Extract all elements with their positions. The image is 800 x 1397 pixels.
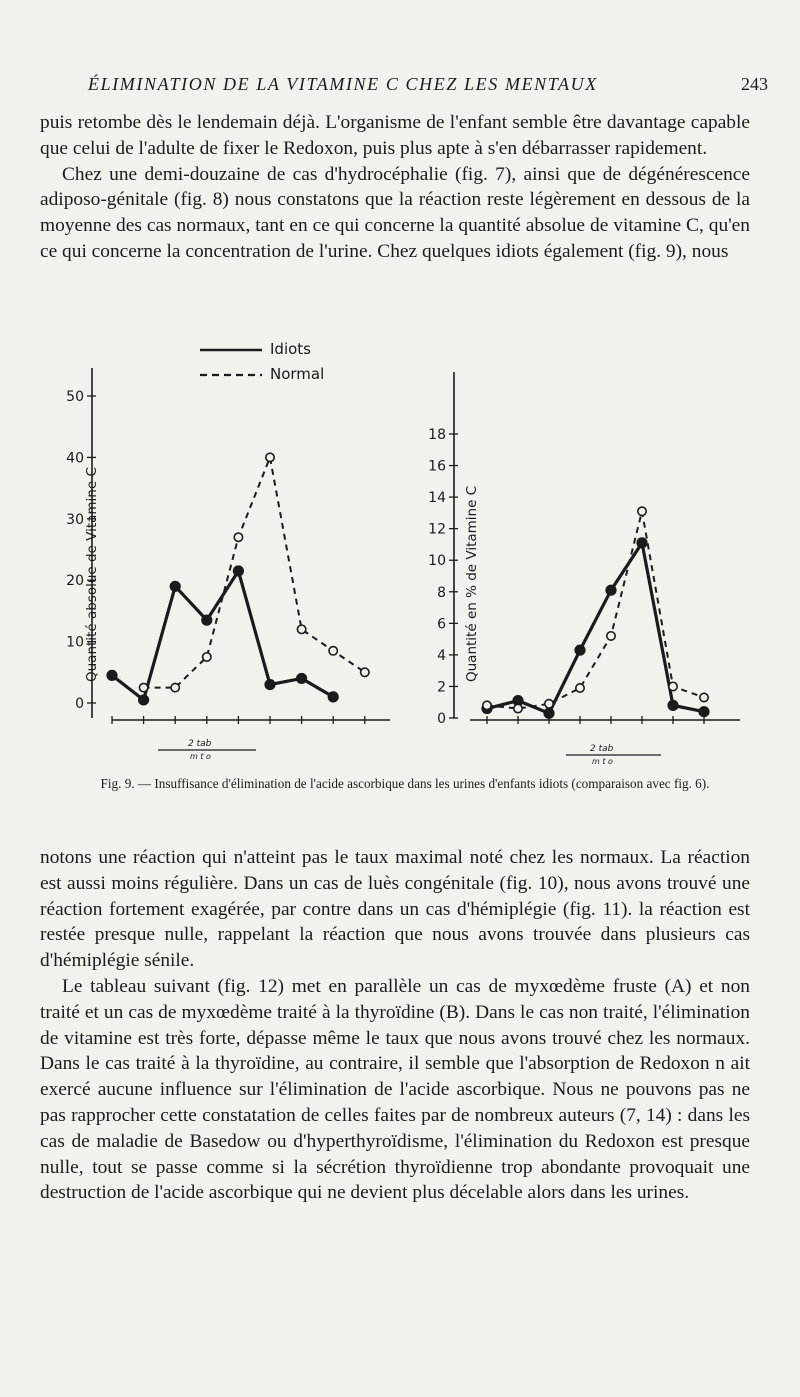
right-y-axis-label: Quantité en % de Vitamine C <box>464 485 480 682</box>
data-point-normal <box>669 682 677 690</box>
data-point-normal <box>329 647 337 655</box>
y-tick-label: 10 <box>66 634 84 651</box>
y-tick-label: 50 <box>66 389 84 405</box>
data-point-normal <box>234 533 242 541</box>
data-point-normal <box>576 684 584 692</box>
left-y-axis-label: Quantité absolue de Vitamine C <box>84 467 100 682</box>
y-tick-label: 0 <box>437 711 446 727</box>
data-point-idiots <box>575 645 585 655</box>
chart-left <box>66 368 390 761</box>
paragraph: Le tableau suivant (fig. 12) met en parallèle un cas de myxœdème fruste (A) et non traité et un cas de myxœdème traité à la thyroïdine (B). Dans le cas non traité, l'élimination de vitamine est très forte, dépasse même le taux que nous avons trouvé chez les normaux. Dans le cas traité à la thyroïdine, au contraire, il semble que l'absorption de Redoxon n ait exercé aucune influence sur l'élimination de l'acide ascorbique. Nous ne pouvons pas ne pas rapprocher cette constatation de celles faites par de nombreux auteurs (7, 14) : dans les cas de maladie de Basedow ou d'hyperthyroïdisme, l'élimination du Redoxon est presque nulle, tout se passe comme si la sécrétion thyroïdienne trop abondante provoquait une destruction de l'acide ascorbique qui ne devient plus décelable alors dans les urines. <box>40 975 750 1204</box>
left-dose-sublabel: m t o <box>190 752 211 761</box>
data-point-normal <box>203 653 211 661</box>
data-point-normal <box>700 693 708 701</box>
body-text-top <box>40 110 750 265</box>
running-title: ÉLIMINATION DE LA VITAMINE C CHEZ LES MENTAUX <box>88 74 598 94</box>
paragraph: Chez une demi-douzaine de cas d'hydrocéphalie (fig. 7), ainsi que de dégénérescence adiposo-génitale (fig. 8) nous constatons que la réaction reste légèrement en dessous de la moyenne des cas normaux, tant en ce qui concerne la quantité absolue de vitamine C, qu'en ce qui concerne la concentration de l'urine. Chez quelques idiots également (fig. 9), nous <box>40 163 750 262</box>
y-tick-label: 10 <box>428 553 446 570</box>
figure-9 <box>0 330 800 770</box>
data-point-idiots <box>328 692 338 702</box>
y-tick-label: 30 <box>66 511 84 528</box>
data-point-idiots <box>265 680 275 690</box>
legend-normal-label: Normal <box>270 365 325 383</box>
data-point-idiots <box>170 582 180 592</box>
y-tick-label: 2 <box>437 679 446 696</box>
y-tick-label: 40 <box>66 450 84 467</box>
legend-idiots-label: Idiots <box>270 340 311 358</box>
data-point-normal <box>545 700 553 708</box>
data-point-idiots <box>139 695 149 705</box>
left-dose-label: 2 tab <box>188 739 212 749</box>
running-header <box>88 74 768 100</box>
body-text-bottom <box>40 845 750 1206</box>
data-point-idiots <box>637 538 647 548</box>
data-point-normal <box>483 701 491 709</box>
y-tick-label: 14 <box>428 490 446 507</box>
data-point-idiots <box>234 566 244 576</box>
data-point-idiots <box>606 585 616 595</box>
data-point-idiots <box>544 708 554 718</box>
caption-text: — Insuffisance d'élimination de l'acide ascorbique dans les urines d'enfants idiots (comparaison avec fig. 6). <box>137 776 710 791</box>
paragraph: puis retombe dès le lendemain déjà. L'organisme de l'enfant semble être davantage capable que celui de l'adulte de fixer le Redoxon, puis plus apte à s'en débarrasser rapidement. <box>40 112 750 159</box>
chart-right <box>428 372 740 766</box>
y-tick-label: 20 <box>66 573 84 590</box>
data-point-idiots <box>699 707 709 717</box>
data-point-normal <box>607 632 615 640</box>
data-point-idiots <box>668 701 678 711</box>
figure-caption <box>80 776 730 792</box>
data-point-idiots <box>297 674 307 684</box>
right-dose-label: 2 tab <box>590 744 614 754</box>
series-line-normal <box>487 511 704 708</box>
page-number: 243 <box>741 74 768 94</box>
y-tick-label: 4 <box>437 647 446 664</box>
y-tick-label: 16 <box>428 458 446 475</box>
data-point-normal <box>139 683 147 691</box>
paragraph: notons une réaction qui n'atteint pas le taux maximal noté chez les normaux. La réaction est aussi moins régulière. Dans un cas de luès congénitale (fig. 10), nous avons trouvé une réaction fortement exagérée, par contre dans un cas d'hémiplégie (fig. 11). la réaction est restée presque nulle, rappelant la réaction que nous avons trouvée dans plusieurs cas d'hémiplégie sénile. <box>40 847 750 972</box>
data-point-idiots <box>107 671 117 681</box>
data-point-normal <box>297 625 305 633</box>
data-point-normal <box>514 704 522 712</box>
right-dose-sublabel: m t o <box>592 757 613 766</box>
data-point-normal <box>266 453 274 461</box>
y-tick-label: 0 <box>75 696 84 712</box>
y-tick-label: 12 <box>428 521 446 538</box>
caption-label: Fig. 9. <box>100 776 135 791</box>
data-point-normal <box>638 507 646 515</box>
data-point-normal <box>361 668 369 676</box>
y-tick-label: 8 <box>437 584 446 601</box>
y-tick-label: 6 <box>437 616 446 633</box>
data-point-idiots <box>202 615 212 625</box>
data-point-normal <box>171 683 179 691</box>
legend <box>200 340 324 383</box>
y-tick-label: 18 <box>428 427 446 443</box>
